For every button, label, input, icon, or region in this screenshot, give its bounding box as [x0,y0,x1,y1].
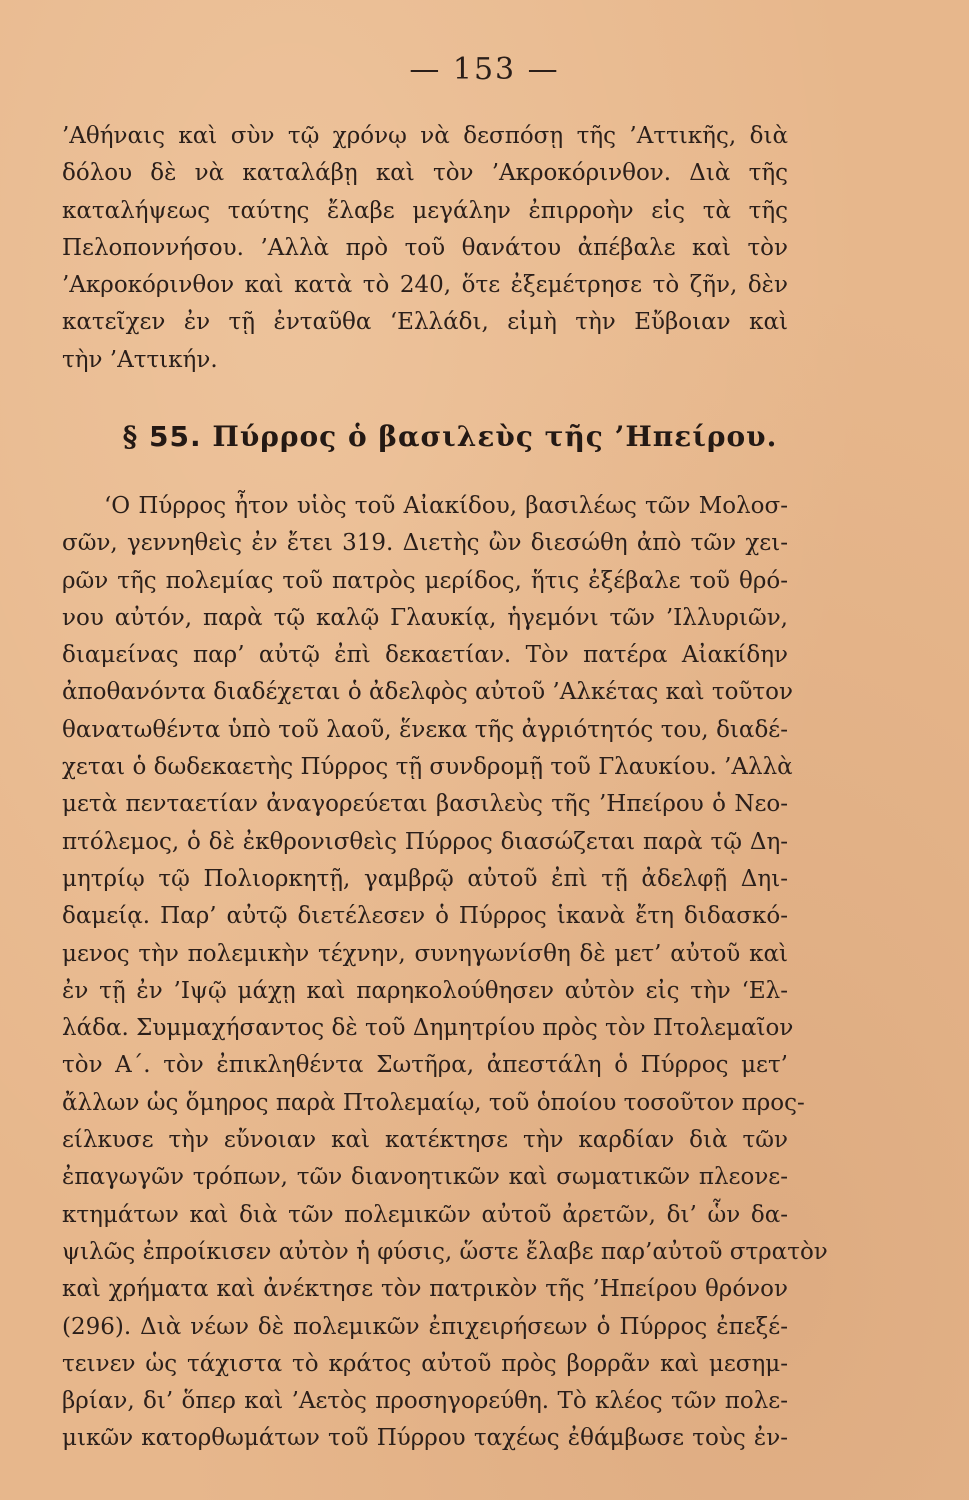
text-line: μετὰ πενταετίαν ἀναγορεύεται βασιλεὺς τῆς ’Ηπείρου ὁ Νεο- [62,791,788,818]
text-line: ρῶν τῆς πολεμίας τοῦ πατρὸς μερίδος, ἥτις ἐξέβαλε τοῦ θρό- [62,567,788,594]
page-number: — 153 — [409,52,560,87]
text-line: βρίαν, δι’ ὅπερ καὶ ’Αετὸς προσηγορεύθη. Τὸ κλέος τῶν πολε- [62,1388,788,1415]
text-line: μητρίῳ τῷ Πολιορκητῇ, γαμβρῷ αὐτοῦ ἐπὶ τῇ ἀδελφῇ Δηι- [62,865,788,892]
text-line: (296). Διὰ νέων δὲ πολεμικῶν ἐπιχειρήσεων ὁ Πύρρος ἐπεξέ- [62,1313,788,1340]
text-line: ’Ακροκόρινθον καὶ κατὰ τὸ 240, ὅτε ἐξεμέτρησε τὸ ζῆν, δὲν [62,272,788,299]
section-number: 55. [149,420,202,453]
text-line: μικῶν κατορθωμάτων τοῦ Πύρρου ταχέως ἐθάμβωσε τοὺς ἐν- [62,1425,788,1452]
text-line: χεται ὁ δωδεκαετὴς Πύρρος τῇ συνδρομῇ τοῦ Γλαυκίου. ’Αλλὰ [62,754,793,781]
text-line: λάδα. Συμμαχήσαντος δὲ τοῦ Δημητρίου πρὸς τὸν Πτολεμαῖον [62,1015,794,1042]
paragraph-main [62,488,828,1458]
text-line: καταλήψεως ταύτης ἔλαβε μεγάλην ἐπιρροὴν εἰς τὰ τῆς [62,197,788,224]
text-line: νου αὐτόν, παρὰ τῷ καλῷ Γλαυκίᾳ, ἡγεμόνι τῶν ’Ιλλυριῶν, [62,604,788,631]
text-line: ψιλῶς ἐπροίκισεν αὐτὸν ἡ φύσις, ὥστε ἔλαβε παρ’αὐτοῦ στρατὸν [62,1238,828,1265]
text-line: ’Αθήναις καὶ σὺν τῷ χρόνῳ νὰ δεσπόσῃ τῆς ’Αττικῆς, διὰ [62,123,788,149]
section-title: Πύρρος ὁ βασιλεὺς τῆς ’Ηπείρου. [212,420,778,453]
text-line: κατεῖχεν ἐν τῇ ἐνταῦθα ‘Ελλάδι, εἰμὴ τὴν Εὔβοιαν καὶ [62,309,788,336]
text-line: πτόλεμος, ὁ δὲ ἐκθρονισθεὶς Πύρρος διασώζεται παρὰ τῷ Δη- [62,828,788,855]
text-line: μενος τὴν πολεμικὴν τέχνην, συνηγωνίσθη δὲ μετ’ αὐτοῦ καὶ [62,940,788,967]
text-line: ἐπαγωγῶν τρόπων, τῶν διανοητικῶν καὶ σωματικῶν πλεονε- [62,1164,788,1191]
text-line: τὸν Α΄. τὸν ἐπικληθέντα Σωτῆρα, ἀπεστάλη ὁ Πύρρος μετ’ [62,1052,788,1079]
section-heading [0,420,900,453]
text-line: ἄλλων ὡς ὅμηρος παρὰ Πτολεμαίῳ, τοῦ ὁποίου τοσοῦτον προς- [62,1089,805,1116]
text-line: καὶ χρήματα καὶ ἀνέκτησε τὸν πατρικὸν τῆς ’Ηπείρου θρόνον [62,1276,788,1303]
text-line: ‘Ο Πύρρος ἦτον υἱὸς τοῦ Αἰακίδου, βασιλέως τῶν Μολοσ- [104,493,788,519]
text-line: διαμείνας παρ’ αὐτῷ ἐπὶ δεκαετίαν. Τὸν πατέρα Αἰακίδην [62,642,788,669]
text-line: θανατωθέντα ὑπὸ τοῦ λαοῦ, ἕνεκα τῆς ἀγριότητός του, διαδέ- [62,716,788,743]
paragraph-before [62,118,788,379]
text-line: ἀποθανόντα διαδέχεται ὁ ἀδελφὸς αὐτοῦ ’Αλκέτας καὶ τοῦτον [62,679,793,706]
text-line: Πελοποννήσου. ’Αλλὰ πρὸ τοῦ θανάτου ἀπέβαλε καὶ τὸν [62,234,788,261]
text-line: τὴν ’Αττικήν. [62,346,218,373]
text-line: τεινεν ὡς τάχιστα τὸ κράτος αὐτοῦ πρὸς βορρᾶν καὶ μεσημ- [62,1350,788,1377]
text-line: κτημάτων καὶ διὰ τῶν πολεμικῶν αὐτοῦ ἀρετῶν, δι’ ὧν δα- [62,1201,788,1228]
text-line: δαμείᾳ. Παρ’ αὐτῷ διετέλεσεν ὁ Πύρρος ἱκανὰ ἔτη διδασκό- [62,903,788,930]
text-line: δόλου δὲ νὰ καταλάβῃ καὶ τὸν ’Ακροκόρινθον. Διὰ τῆς [62,160,788,187]
text-line: ἐν τῇ ἐν ’Ιψῷ μάχῃ καὶ παρηκολούθησεν αὐτὸν εἰς τὴν ‘Ελ- [62,977,788,1004]
text-line: είλκυσε τὴν εὔνοιαν καὶ κατέκτησε τὴν καρδίαν διὰ τῶν [62,1127,788,1154]
section-symbol: § [122,420,139,453]
text-line: σῶν, γεννηθεὶς ἐν ἔτει 319. Διετὴς ὢν διεσώθη ἀπὸ τῶν χει- [62,530,788,557]
